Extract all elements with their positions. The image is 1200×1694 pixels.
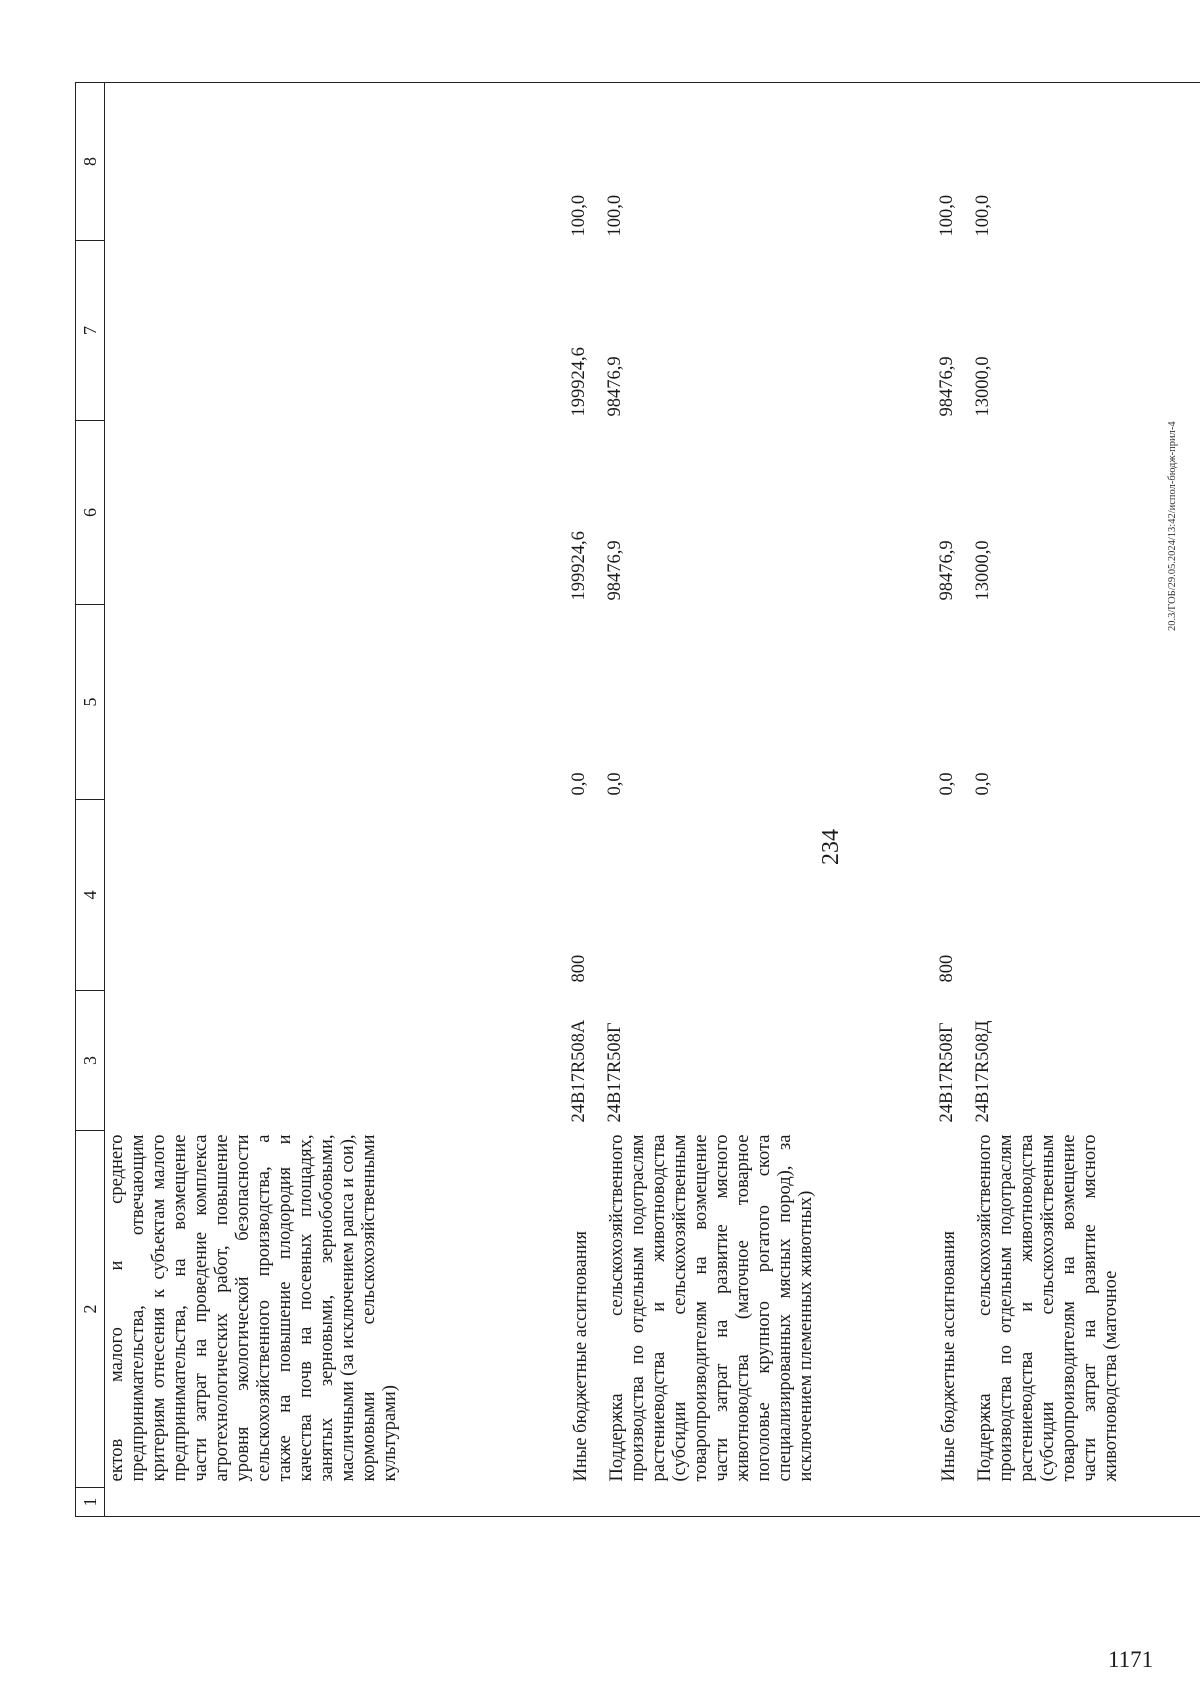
description-cell: ектов малого и среднего предпринимательства, отвечающим критериям отнесения к субъектам малого предпринимательства, на возмещение части затрат на проведение комплекса агротехнологических работ, повышение уровня экологической безопасности сельскохозяйственного производства, а также на повышение плодородия и качества почв на посевных площадях, занятых зерновыми, зернобобовыми, масличными (за исключением рапса и сои), кормовыми сельскохозяйственными культурами) bbox=[107, 1134, 400, 1482]
column-header: 6 bbox=[76, 421, 105, 605]
column-header: 8 bbox=[76, 83, 105, 241]
expense-type-cell bbox=[105, 800, 570, 991]
value-cell bbox=[105, 421, 570, 605]
description-cell: Иные бюджетные ассигнования bbox=[571, 1230, 592, 1482]
value-cell: 0,0 bbox=[605, 772, 626, 796]
column-header-row bbox=[76, 83, 105, 1517]
value-cell bbox=[105, 605, 570, 800]
value-cell: 0,0 bbox=[937, 772, 958, 796]
value-cell: 98476,9 bbox=[937, 540, 958, 601]
row-index-cell bbox=[569, 1488, 605, 1517]
code-cell: 24В17R508Д bbox=[973, 1020, 994, 1123]
description-cell: Иные бюджетные ассигнования bbox=[939, 1230, 960, 1482]
column-header: 7 bbox=[76, 241, 105, 421]
column-header: 1 bbox=[76, 1488, 105, 1517]
value-cell: 98476,9 bbox=[937, 356, 958, 417]
value-cell: 199924,6 bbox=[569, 531, 590, 601]
value-cell: 98476,9 bbox=[605, 540, 626, 601]
value-cell: 13000,0 bbox=[973, 540, 994, 601]
table-row bbox=[937, 83, 973, 1517]
description-cell: Поддержка сельскохозяйственного производства по отдельным подотраслям растениеводства и животноводства (субсидии сельскохозяйственным товаропроизводителям на возмещение части затрат на развитие мясного животноводства (маточное bbox=[975, 1134, 1122, 1482]
value-cell bbox=[105, 241, 570, 421]
row-index-cell bbox=[105, 1488, 570, 1517]
expense-type-cell: 800 bbox=[937, 954, 958, 983]
column-header: 3 bbox=[76, 991, 105, 1131]
row-index-cell bbox=[605, 1488, 937, 1517]
value-cell: 199924,6 bbox=[569, 347, 590, 417]
table-row bbox=[973, 83, 1200, 1517]
sheet-number: 234 bbox=[818, 829, 844, 865]
table-row bbox=[605, 83, 937, 1517]
percent-cell: 100,0 bbox=[569, 194, 590, 237]
table-row bbox=[569, 83, 605, 1517]
row-index-cell bbox=[937, 1488, 973, 1517]
row-index-cell bbox=[973, 1488, 1200, 1517]
value-cell: 13000,0 bbox=[973, 356, 994, 417]
percent-cell: 100,0 bbox=[937, 194, 958, 237]
code-cell: 24В17R508Г bbox=[937, 1022, 958, 1123]
percent-cell: 100,0 bbox=[605, 194, 626, 237]
value-cell: 0,0 bbox=[569, 772, 590, 796]
value-cell: 0,0 bbox=[973, 772, 994, 796]
budget-table bbox=[75, 82, 1200, 1517]
percent-cell: 100,0 bbox=[973, 194, 994, 237]
column-header: 5 bbox=[76, 605, 105, 800]
expense-type-cell bbox=[973, 800, 1200, 991]
code-cell: 24В17R508А bbox=[569, 1019, 590, 1123]
description-cell: Поддержка сельскохозяйственного производства по отдельным подотраслям растениеводства и животноводства (субсидии сельскохозяйственным товаропроизводителям на возмещение части затрат на развитие мясного животноводства (маточное товарное поголовье крупного рогатого скота специализированных мясных пород), за исключением племенных животных) bbox=[607, 1134, 817, 1482]
code-cell bbox=[105, 991, 570, 1131]
footer-code: 20.3/ГОБ/29.05.2024/13:42/испол-бюдж-прил-4 bbox=[1167, 421, 1178, 631]
page-number: 1171 bbox=[1108, 1647, 1154, 1672]
code-cell: 24В17R508Г bbox=[605, 1022, 626, 1123]
table-row bbox=[105, 83, 570, 1517]
expense-type-cell: 800 bbox=[569, 954, 590, 983]
expense-type-cell bbox=[605, 800, 937, 991]
column-header: 4 bbox=[76, 800, 105, 991]
value-cell: 98476,9 bbox=[605, 356, 626, 417]
column-header: 2 bbox=[76, 1131, 105, 1488]
percent-cell bbox=[105, 83, 570, 241]
